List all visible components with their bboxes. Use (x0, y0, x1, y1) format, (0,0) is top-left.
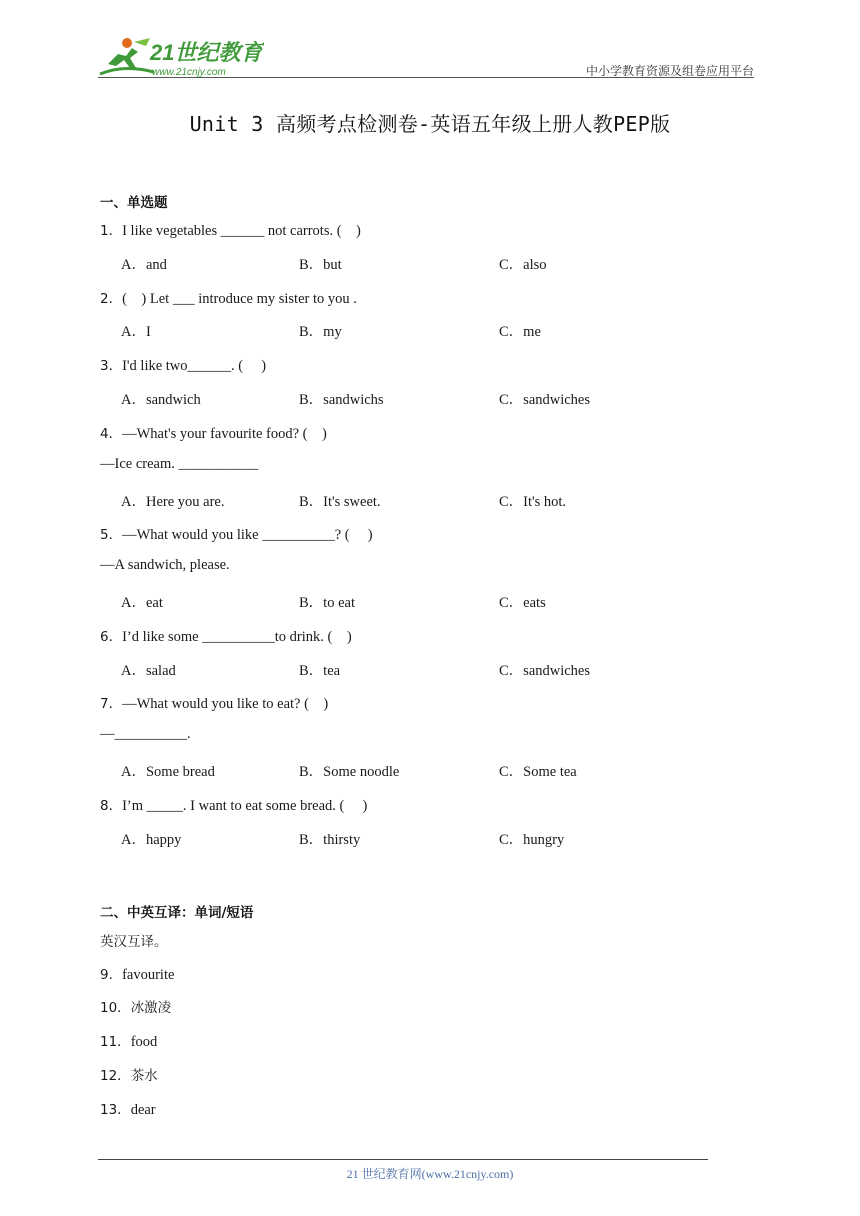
question-8 (100, 794, 367, 815)
question-text: I’m _____. I want to eat some bread. ( ) (122, 798, 368, 814)
question-number: 3． (100, 358, 123, 374)
question-number: 4． (100, 426, 123, 442)
question-number: 2． (100, 291, 123, 307)
option-c[interactable]: C．sandwiches (499, 663, 591, 679)
item-text: favourite (122, 967, 175, 983)
question-4 (100, 422, 327, 443)
option-c[interactable]: C．me (499, 324, 541, 340)
question-8-options (121, 828, 681, 846)
option-b[interactable]: B．thirsty (299, 832, 361, 848)
option-a[interactable]: A．I (121, 324, 151, 340)
question-6 (100, 625, 352, 646)
option-b[interactable]: B．to eat (299, 595, 355, 611)
translation-item-13 (100, 1098, 156, 1119)
logo-text: 21世纪教育 (150, 40, 263, 65)
item-number: 10． (100, 1000, 131, 1016)
option-c[interactable]: C．hungry (499, 832, 565, 848)
item-number: 11． (100, 1034, 131, 1050)
option-a[interactable]: A．and (121, 257, 167, 273)
item-text: food (130, 1034, 158, 1050)
question-7 (100, 692, 328, 713)
question-7-options (121, 760, 681, 778)
question-3-options (121, 388, 681, 406)
item-text: 茶水 (130, 1068, 158, 1084)
question-2-options (121, 320, 681, 338)
section-instruction: 英汉互译。 (100, 934, 168, 950)
option-b[interactable]: B．It's sweet. (299, 494, 381, 510)
item-number: 9． (100, 967, 123, 983)
option-c[interactable]: C．also (499, 257, 547, 273)
question-number: 1． (100, 223, 123, 239)
runner-logo-icon (94, 34, 264, 78)
option-a[interactable]: A．happy (121, 832, 182, 848)
option-c[interactable]: C．sandwiches (499, 392, 591, 408)
option-b[interactable]: B．sandwichs (299, 392, 384, 408)
question-5 (100, 523, 373, 544)
question-text: —What would you like __________? ( ) (122, 527, 373, 543)
question-text: —What's your favourite food? ( ) (122, 426, 327, 442)
option-a[interactable]: A．salad (121, 663, 176, 679)
option-a[interactable]: A．eat (121, 595, 163, 611)
header-platform-text: 中小学教育资源及组卷应用平台 (585, 64, 754, 78)
header-divider (98, 77, 754, 78)
question-1 (100, 219, 361, 240)
item-number: 13． (100, 1102, 131, 1118)
translation-item-12 (100, 1064, 158, 1085)
translation-item-10 (100, 996, 171, 1017)
section-heading-translation: 二、中英互译：单词/短语 (100, 905, 254, 921)
option-c[interactable]: C．eats (499, 595, 546, 611)
item-text: dear (130, 1102, 156, 1118)
section-heading-single-choice: 一、单选题 (100, 195, 168, 211)
question-6-options (121, 659, 681, 677)
logo-url: www.21cnjy.com (152, 67, 226, 78)
question-number: 5． (100, 527, 123, 543)
question-text: ( ) Let ___ introduce my sister to you . (122, 291, 357, 307)
question-3 (100, 354, 266, 375)
option-a[interactable]: A．sandwich (121, 392, 201, 408)
option-c[interactable]: C．It's hot. (499, 494, 567, 510)
question-text: I'd like two______. ( ) (122, 358, 267, 374)
question-number: 8． (100, 798, 123, 814)
question-text: I like vegetables ______ not carrots. ( ) (122, 223, 361, 239)
footer-link[interactable]: 21 世纪教育网(www.21cnjy.com) (346, 1167, 514, 1181)
translation-item-9 (100, 963, 174, 984)
question-4-options (121, 490, 681, 508)
question-5-options (121, 591, 681, 609)
item-text: 冰激凌 (130, 1000, 172, 1016)
option-a[interactable]: A．Some bread (121, 764, 215, 780)
question-number: 6． (100, 629, 123, 645)
question-number: 7． (100, 696, 123, 712)
footer-divider (98, 1159, 708, 1160)
option-b[interactable]: B．Some noodle (299, 764, 400, 780)
option-a[interactable]: A．Here you are. (121, 494, 225, 510)
option-b[interactable]: B．tea (299, 663, 341, 679)
question-2 (100, 287, 357, 308)
option-b[interactable]: B．my (299, 324, 342, 340)
option-b[interactable]: B．but (299, 257, 342, 273)
question-1-options (121, 253, 681, 271)
item-number: 12． (100, 1068, 131, 1084)
question-text: I’d like some __________to drink. ( ) (122, 629, 352, 645)
brand-logo (94, 34, 264, 78)
question-7-response-line: —__________. (100, 726, 191, 742)
translation-item-11 (100, 1030, 157, 1051)
option-c[interactable]: C．Some tea (499, 764, 577, 780)
question-5-response-line: —A sandwich, please. (100, 557, 230, 573)
page-title: Unit 3 高频考点检测卷-英语五年级上册人教PEP版 (189, 112, 671, 136)
question-4-response-line: —Ice cream. ___________ (100, 456, 259, 472)
question-text: —What would you like to eat? ( ) (122, 696, 329, 712)
